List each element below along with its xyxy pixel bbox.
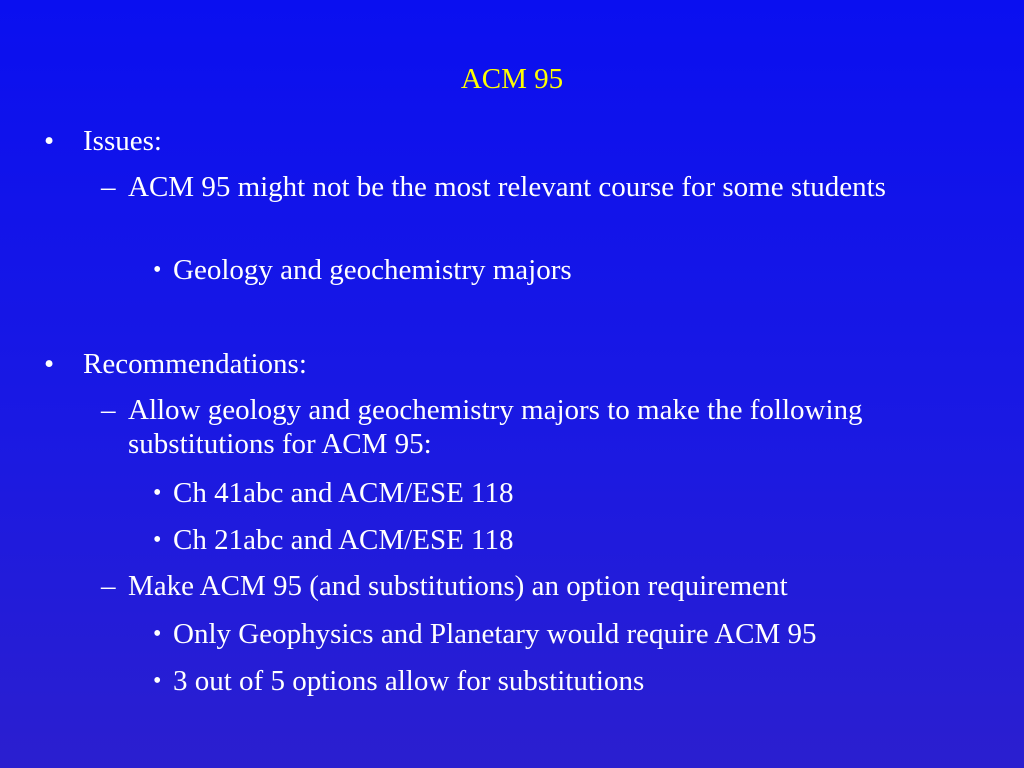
- bullet-marker: •: [153, 621, 162, 647]
- dash-marker: –: [101, 394, 116, 426]
- sub-sub-bullet-geophysics-planetary-text: Only Geophysics and Planetary would require ACM 95: [173, 618, 817, 650]
- sub-sub-bullet-geology-majors-text: Geology and geochemistry majors: [173, 254, 572, 286]
- sub-sub-bullet-options-substitutions: [153, 664, 645, 698]
- sub-sub-bullet-ch41abc: [153, 476, 514, 510]
- slide-title: ACM 95: [460, 63, 564, 95]
- bullet-marker: •: [153, 257, 162, 283]
- sub-bullet-rec-1: [101, 393, 888, 461]
- sub-sub-bullet-ch21abc-text: Ch 21abc and ACM/ESE 118: [173, 524, 514, 556]
- sub-sub-bullet-ch21abc: [153, 523, 514, 557]
- bullet-marker: •: [153, 668, 162, 694]
- sub-sub-bullet-options-substitutions-text: 3 out of 5 options allow for substitutions: [173, 665, 645, 697]
- sub-bullet-rec-1-text: Allow geology and geochemistry majors to make the following substitutions for ACM 95:: [128, 394, 863, 460]
- bullet-marker: •: [44, 125, 55, 157]
- bullet-marker: •: [153, 527, 162, 553]
- bullet-marker: •: [44, 348, 55, 380]
- sub-sub-bullet-geophysics-planetary: [153, 617, 817, 651]
- sub-bullet-issue-1-text: ACM 95 might not be the most relevant course for some students: [128, 171, 886, 203]
- bullet-recommendations: [44, 347, 307, 381]
- bullet-recommendations-text: Recommendations:: [83, 348, 307, 380]
- dash-marker: –: [101, 570, 116, 602]
- sub-bullet-rec-2: [101, 569, 788, 603]
- bullet-issues-text: Issues:: [83, 125, 162, 157]
- sub-sub-bullet-ch41abc-text: Ch 41abc and ACM/ESE 118: [173, 477, 514, 509]
- bullet-issues: [44, 124, 162, 158]
- sub-sub-bullet-geology-majors: [153, 253, 572, 287]
- sub-bullet-rec-2-text: Make ACM 95 (and substitutions) an option requirement: [128, 570, 788, 602]
- sub-bullet-issue-1: [101, 170, 928, 204]
- bullet-marker: •: [153, 480, 162, 506]
- dash-marker: –: [101, 171, 116, 203]
